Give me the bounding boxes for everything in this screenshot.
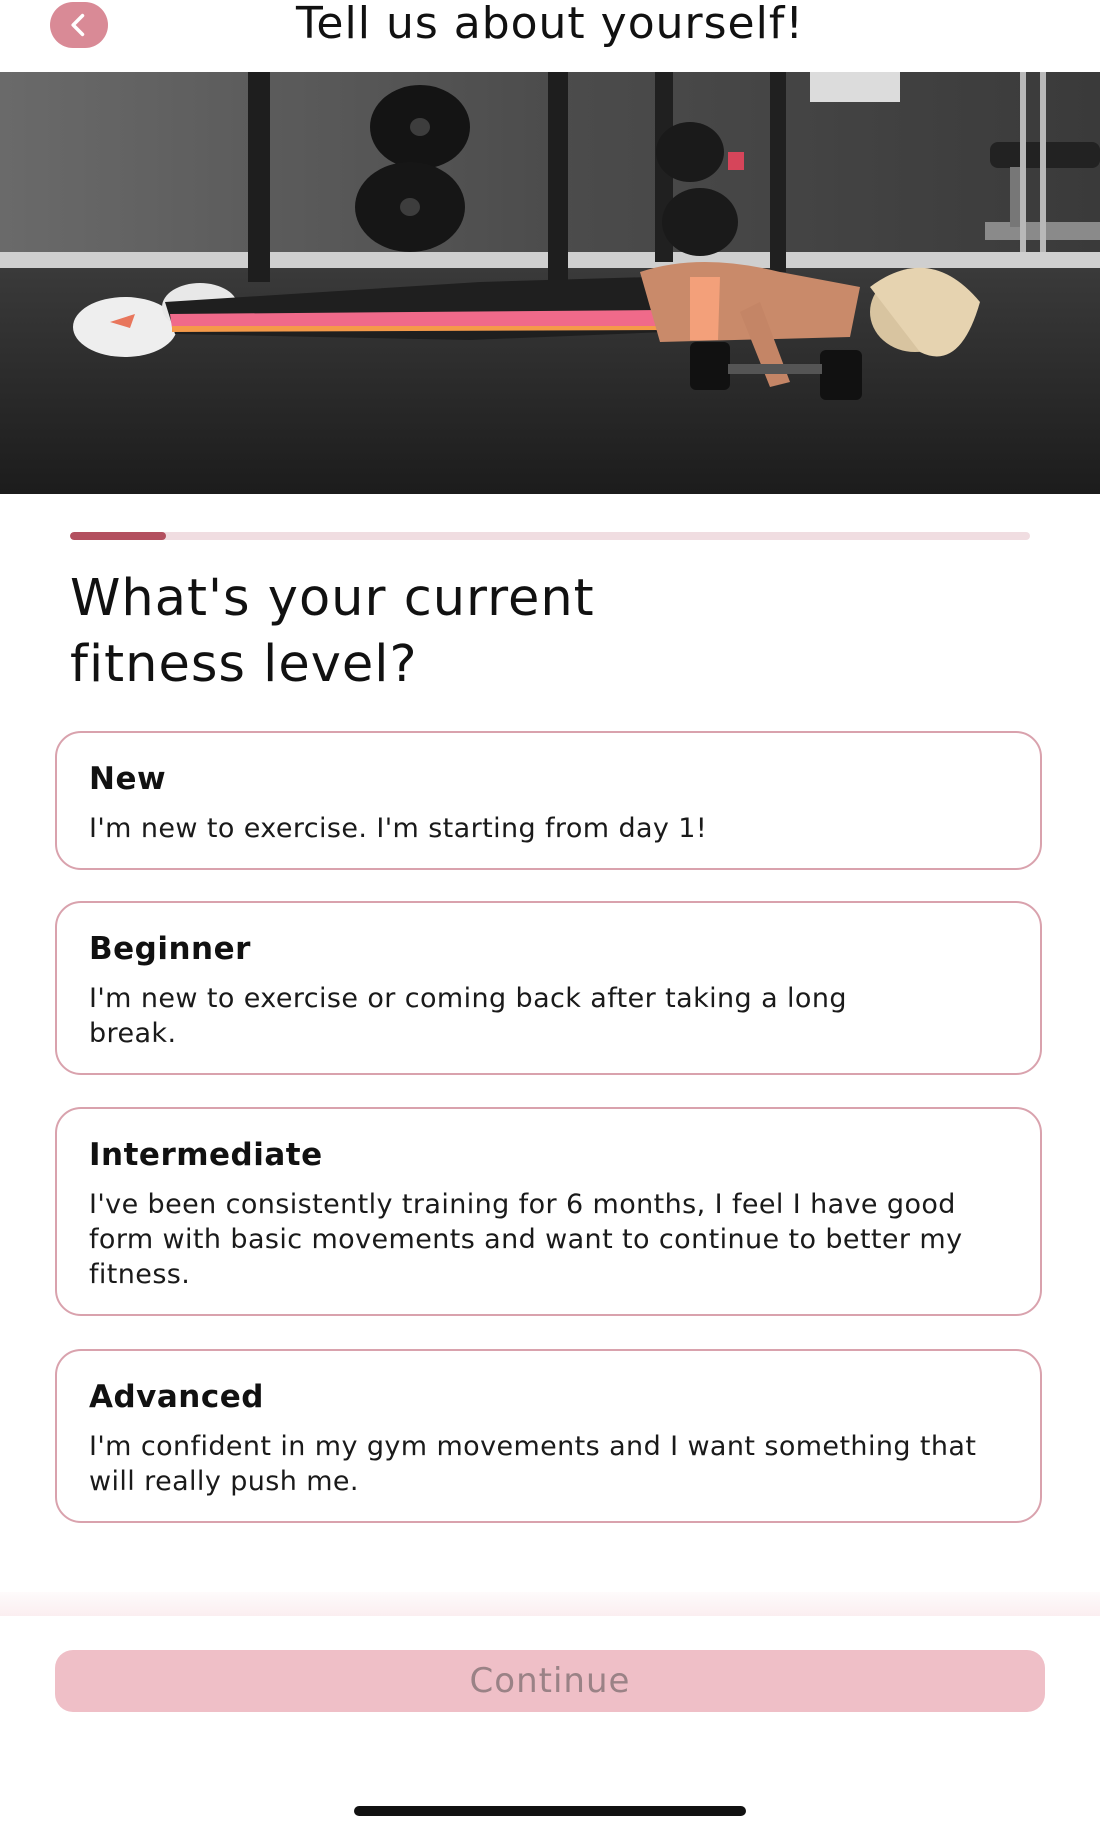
- option-intermediate[interactable]: [55, 1107, 1042, 1316]
- page-title: Tell us about yourself!: [296, 0, 804, 49]
- option-title: Intermediate: [89, 1137, 323, 1173]
- option-description: I'm new to exercise or coming back after taking a long break.: [89, 983, 847, 1049]
- option-title: Advanced: [89, 1379, 264, 1415]
- header: [0, 0, 1100, 72]
- bottom-panel: [0, 1616, 1100, 1835]
- home-indicator: [354, 1806, 746, 1816]
- option-new[interactable]: [55, 731, 1042, 870]
- option-description: I'm new to exercise. I'm starting from day 1!: [89, 813, 708, 844]
- option-advanced[interactable]: [55, 1349, 1042, 1523]
- option-description: I'm confident in my gym movements and I want something that will really push me.: [89, 1431, 977, 1497]
- progress-bar: [70, 532, 1030, 540]
- option-beginner[interactable]: [55, 901, 1042, 1075]
- bottom-shade: [0, 1592, 1100, 1616]
- option-description: I've been consistently training for 6 months, I feel I have good form with basic movements and want to continue to better my fitness.: [89, 1189, 963, 1290]
- hero-image: [0, 72, 1100, 494]
- progress-fill: [70, 532, 166, 540]
- option-title: New: [89, 761, 167, 797]
- continue-button[interactable]: Continue: [55, 1650, 1045, 1712]
- option-title: Beginner: [89, 931, 251, 967]
- question-heading: What's your current fitness level?: [70, 569, 595, 694]
